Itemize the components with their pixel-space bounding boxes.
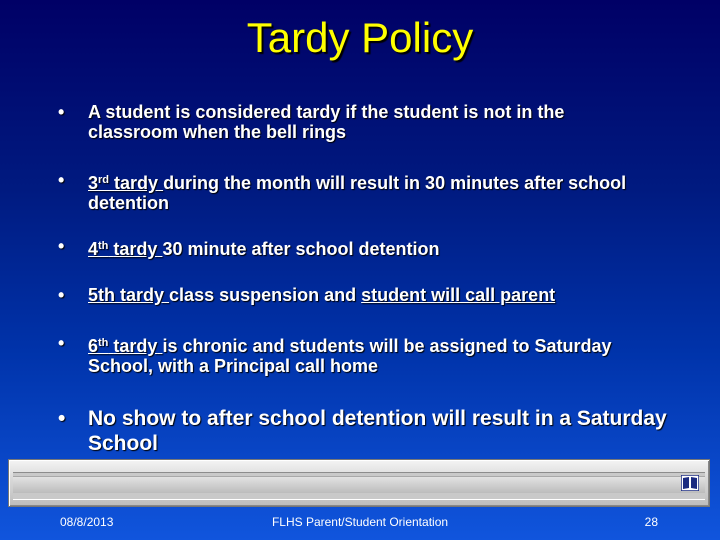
footer-title: FLHS Parent/Student Orientation [271, 515, 449, 529]
bullet-list [58, 0, 698, 460]
bullet-item [58, 236, 658, 259]
footer-date: 08/8/2013 [60, 515, 114, 529]
ordinal-underlined [88, 239, 162, 259]
underlined-phrase: student will call parent [361, 285, 556, 305]
ordinal-suffix: rd [98, 174, 110, 186]
bullet-text: 30 minute after school detention [162, 239, 440, 259]
ordinal-underlined [88, 336, 162, 356]
bullet-item [58, 285, 658, 305]
bullet-text: is chronic and students will be assigned to Saturday School, with a Principal call home [88, 336, 612, 376]
slide-title: Tardy Policy [246, 14, 474, 61]
ordinal-suffix: th [98, 240, 109, 252]
tardy-word: tardy [113, 336, 158, 356]
tardy-word: tardy [114, 173, 159, 193]
ordinal-number: 3 [88, 173, 99, 193]
bullet-item [58, 170, 658, 213]
bullet-dot: • [58, 407, 66, 430]
bullet-dot: • [58, 285, 65, 305]
ordinal-number: 6 [88, 336, 99, 356]
bullet-dot: • [58, 170, 65, 190]
bullet-dot: • [58, 333, 65, 353]
bullet-item [58, 102, 658, 142]
bullet-dot: • [58, 236, 65, 256]
tardy-phrase: 5th tardy [88, 285, 165, 305]
bullet-text: class suspension and [169, 285, 357, 305]
bullet-text: No show to after school detention will result in a Saturday School [88, 407, 667, 455]
bullet-text: A student is considered tardy if the student is not in the classroom when the bell rings [88, 102, 565, 142]
page-number: 28 [644, 515, 658, 529]
bullet-dot: • [58, 102, 65, 122]
bullet-item [58, 406, 698, 456]
decorative-bar [8, 459, 710, 507]
bar-groove [13, 472, 705, 500]
ordinal-suffix: th [98, 337, 109, 349]
bullet-item [58, 333, 658, 376]
ordinal-number: 4 [88, 239, 99, 259]
book-icon [681, 475, 699, 491]
tardy-word: tardy [113, 239, 158, 259]
bullet-text: during the month will result in 30 minutes after school detention [88, 173, 627, 213]
ordinal-underlined [88, 173, 163, 193]
